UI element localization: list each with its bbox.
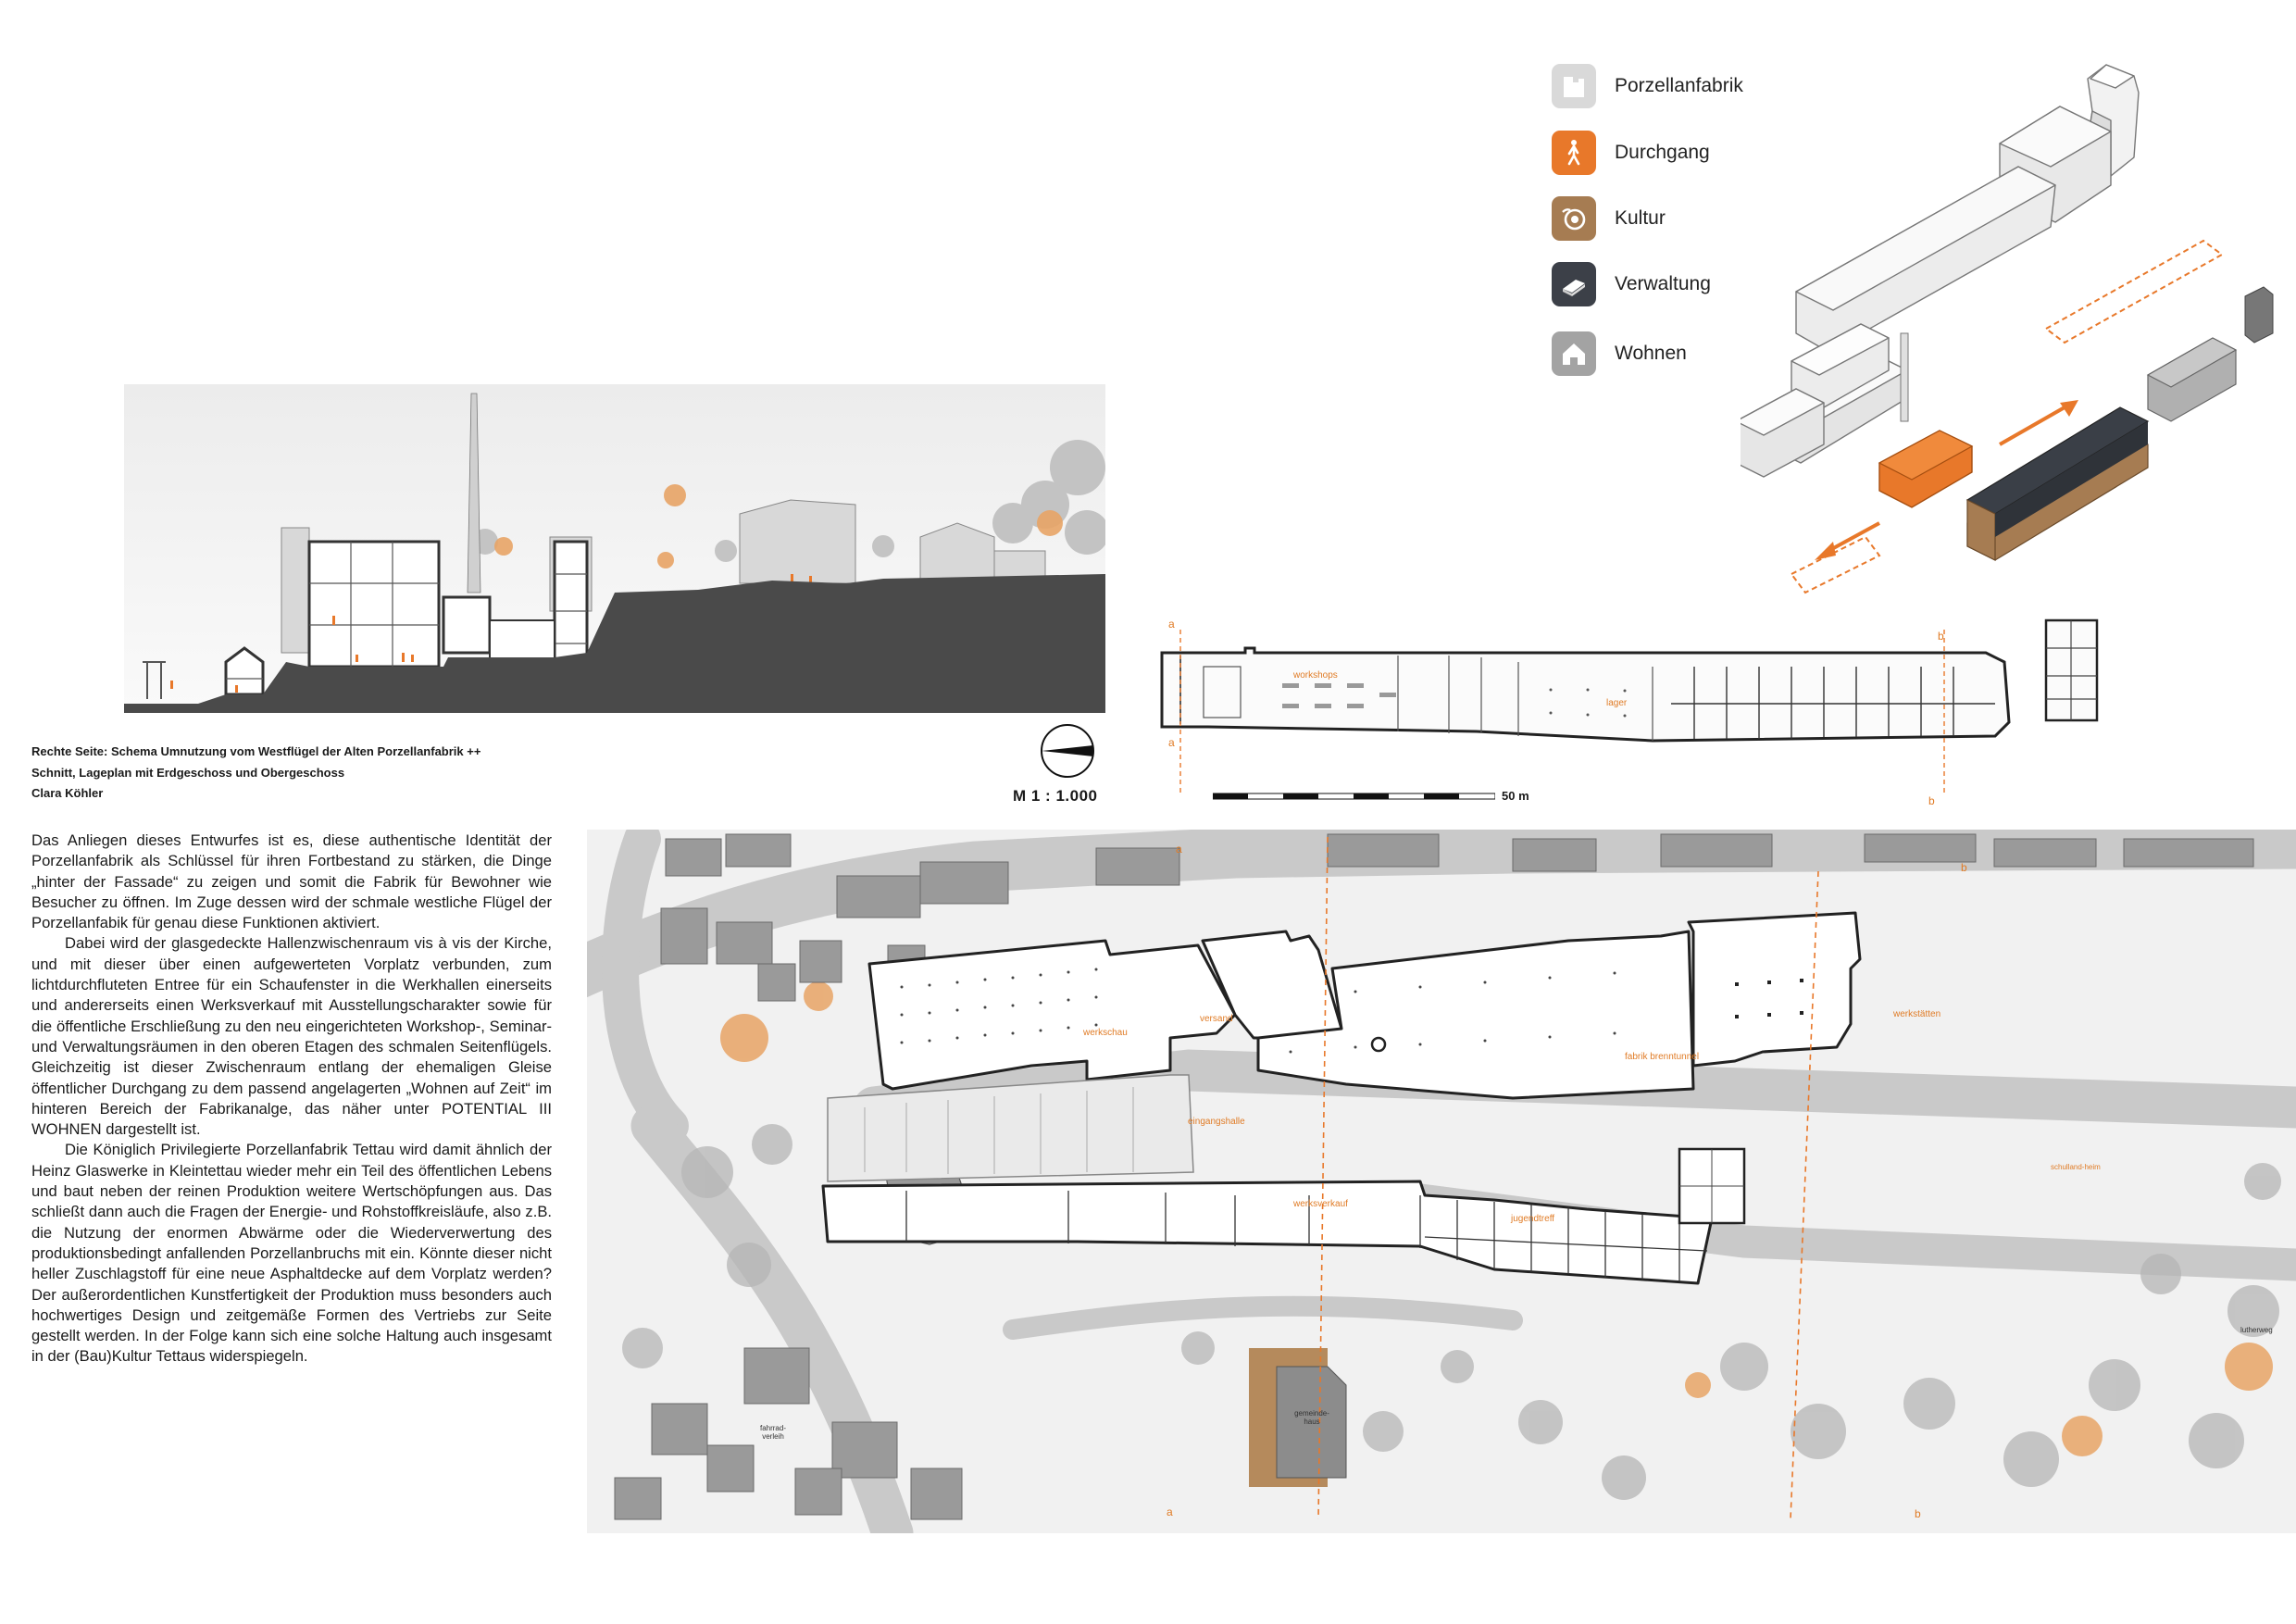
- north-arrow-icon: [1039, 722, 1096, 780]
- section-drawing: [124, 384, 1105, 713]
- pedestrian-icon: [1552, 131, 1596, 175]
- house-icon: [1552, 331, 1596, 376]
- label-fahrradverleih: fahrrad-verleih: [759, 1424, 786, 1441]
- theatre-mask-icon: [1552, 196, 1596, 241]
- site-axis-b-bottom: b: [1915, 1507, 1921, 1520]
- legend-label: Porzellanfabrik: [1615, 75, 1743, 96]
- legend-label: Verwaltung: [1615, 273, 1711, 294]
- label-fabrik-brenntunnel: fabrik brenntunnel: [1625, 1052, 1700, 1062]
- caption-author: Clara Köhler: [31, 786, 104, 800]
- label-werkstaetten: werkstätten: [1893, 1009, 1941, 1019]
- paragraph-3: Die Königlich Privilegierte Porzellanfabrik Tettau wird damit ähnlich der Heinz Glaswerke in Kleintettau wieder mehr ein Teil des öffentlichen Lebens und baut neben der reinen Produktion weitere Wertschöpfungen aus. Das schließt dann auch die Fragen der Energie- und Rohstoffkreisläufe, also z.B. die Nutzung der enormen Abwärme oder die Wiederverwertung des produktionsbedingt anfallenden Porzellanbruchs mit ein. Könnte dieser nicht heller Zuschlagstoff für eine neue Asphaltdecke auf dem Vorplatz werden? Der außerordentlichen Kunstfertigkeit der Produktion muss besonders auch hochwertiges Design und zeitgemäße Formen des Vertriebs zur Seite gestellt werden. In der Folge kann sich eine solche Haltung auch insgesamt in der (Bau)Kultur Tettaus widerspiegeln.: [31, 1141, 552, 1366]
- label-lager: lager: [1606, 698, 1628, 708]
- site-axis-b-top: b: [1961, 861, 1967, 874]
- legend-label: Kultur: [1615, 207, 1666, 229]
- scale-bar-label: 50 m: [1502, 789, 1529, 803]
- label-werkschau: werkschau: [1083, 1028, 1128, 1038]
- legend-label: Wohnen: [1615, 343, 1687, 364]
- label-lutherweg: lutherweg: [2240, 1326, 2273, 1334]
- legend-label: Durchgang: [1615, 142, 1710, 163]
- site-axis-a-bottom: a: [1167, 1505, 1173, 1518]
- caption: [31, 742, 587, 805]
- factory-icon: [1552, 64, 1596, 108]
- axis-b-bottom: b: [1928, 794, 1935, 807]
- label-workshops: workshops: [1293, 670, 1338, 681]
- upper-floor-plan: [1153, 611, 2125, 810]
- body-text: [31, 831, 552, 1368]
- label-versand: versand: [1200, 1014, 1233, 1024]
- scale-ratio: M 1 : 1.000: [1013, 787, 1098, 805]
- axis-a-bottom: a: [1168, 736, 1175, 749]
- label-schullandheim: schulland-heim: [2051, 1163, 2101, 1171]
- label-werksverkauf: werksverkauf: [1293, 1199, 1348, 1209]
- site-axis-a-top: a: [1176, 843, 1182, 856]
- paragraph-1: Das Anliegen dieses Entwurfes ist es, diese authentische Identität der Porzellanfabrik als Schlüssel für ihren Fortbestand zu stärken, die Dinge „hinter der Fassade“ zu zeigen und somit die Fabrik für Bewohner wie Besucher zu öffnen. Im Zuge dessen wird der schmale westliche Flügel der Porzellanfabik für genau diese Funktionen aktiviert.: [31, 831, 552, 932]
- axis-a-top: a: [1168, 618, 1175, 631]
- axonometric-schema: [1741, 56, 2277, 611]
- label-jugendtreff: jugendtreff: [1511, 1214, 1555, 1224]
- caption-subtitle: Schnitt, Lageplan mit Erdgeschoss und Obergeschoss: [31, 765, 345, 780]
- paragraph-2: Dabei wird der glasgedeckte Hallenzwischenraum vis à vis der Kirche, und mit dieser über einen aufgewerteten Vorplatz verbunden, zum lichtdurchfluteten Entree für ein Schaufenster in die Werkhallen einerseits und andererseits einen Werksverkauf mit Ausstellungscharakter sowie für die öffentliche Erschließung zu den neu eingerichteten Workshop-, Seminar- und Verwaltungsräumen in den oberen Etagen des schmalen Seitenflügels. Gleichzeitig ist dieser Zwischenraum entlang der ehemaligen Gleise öffentlicher Durchgang zu dem passend angelagerten „Wohnen auf Zeit“ im hinteren Bereich der Fabrikanalge, das näher unter POTENTIAL III WOHNEN dargestellt ist.: [31, 934, 552, 1139]
- label-gemeindehaus: gemeinde-haus: [1294, 1409, 1329, 1426]
- caption-title: Rechte Seite: Schema Umnutzung vom Westflügel der Alten Porzellanfabrik ++: [31, 744, 481, 758]
- label-eingangshalle: eingangshalle: [1188, 1117, 1245, 1127]
- book-icon: [1552, 262, 1596, 306]
- site-plan: [587, 830, 2296, 1533]
- axis-b-top: b: [1938, 630, 1944, 643]
